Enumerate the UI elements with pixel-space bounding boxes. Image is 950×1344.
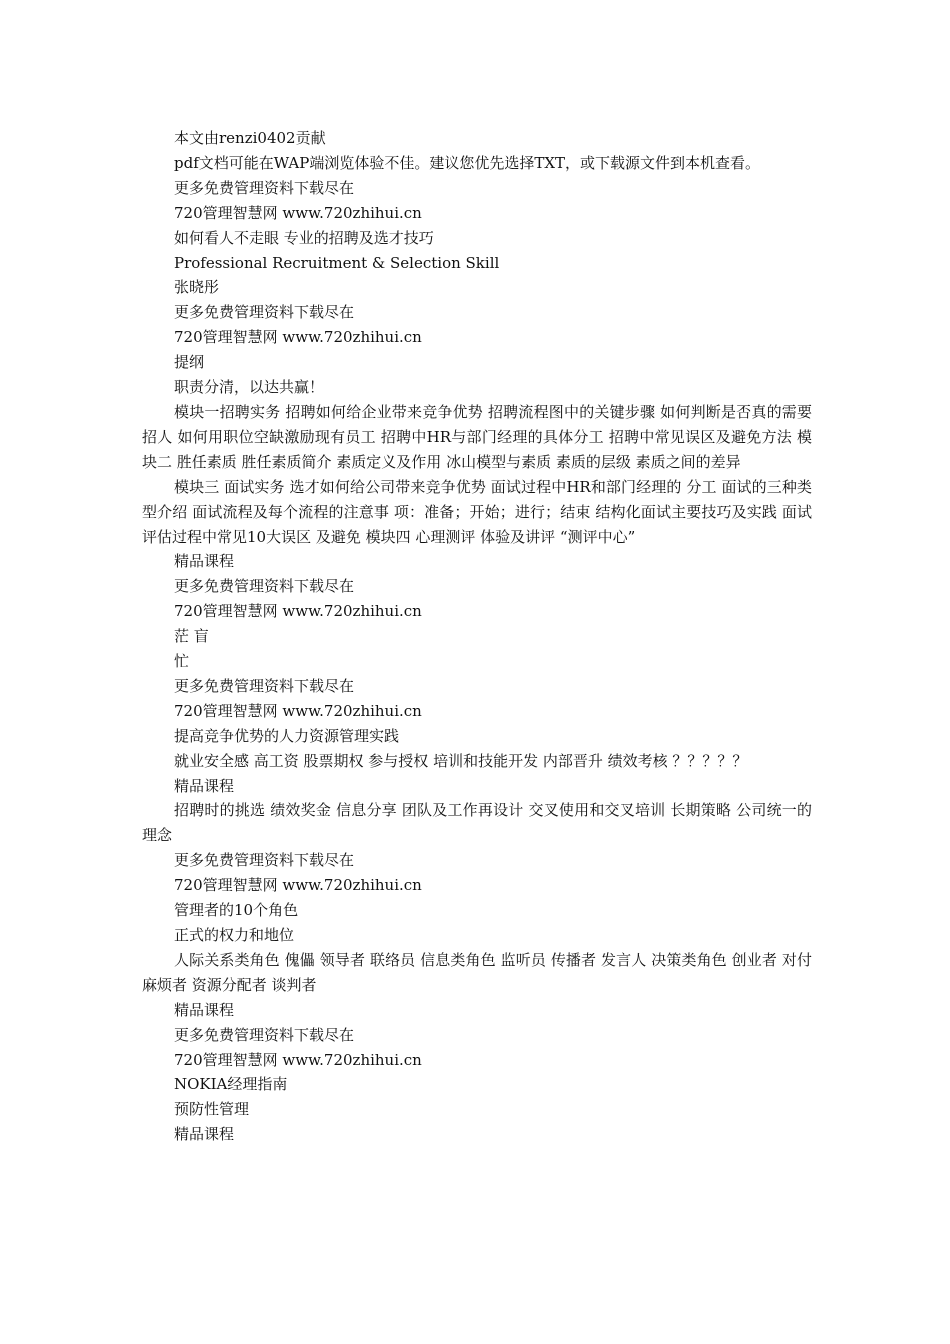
text-line: 更多免费管理资料下载尽在 xyxy=(174,577,355,596)
text-line: 管理者的10个角色 xyxy=(174,901,299,920)
text-line: NOKIA经理指南 xyxy=(174,1075,288,1094)
text-line: 精品课程 xyxy=(174,552,235,571)
text-paragraph: 模块一招聘实务 招聘如何给企业带来竞争优势 招聘流程图中的关键步骤 如何判断是否真的需要招人 如何用职位空缺激励现有员工 招聘中HR与部门经理的具体分工 招聘中常见误区及避免方法 模块二 胜任素质 胜任素质简介 素质定义及作用 冰山模型与素质 素质的层级 素质之间的差异 xyxy=(142,402,812,471)
text-line: 正式的权力和地位 xyxy=(174,926,295,944)
text-line: 更多免费管理资料下载尽在 xyxy=(174,851,355,870)
text-line: 张晓彤 xyxy=(174,278,220,297)
text-line: Professional Recruitment & Selection Skill xyxy=(174,253,500,272)
text-line: 本文由renzi0402贡献 xyxy=(174,129,326,147)
text-line: 如何看人不走眼 专业的招聘及选才技巧 xyxy=(174,228,434,247)
text-line: 忙 xyxy=(174,652,190,671)
text-paragraph: 招聘时的挑选 绩效奖金 信息分享 团队及工作再设计 交叉使用和交叉培训 长期策略 公司统一的理念 xyxy=(142,801,812,845)
text-paragraph: 模块三 面试实务 选才如何给公司带来竞争优势 面试过程中HR和部门经理的 分工 面试的三种类型介绍 面试流程及每个流程的注意事 项：准备；开始；进行；结束 结构化面试主要技巧及实践 面试评估过程中常见10大误区 及避免 模块四 心理测评 体验及讲评 “测评中心” xyxy=(142,477,812,546)
text-line: 720管理智慧网 www.720zhihui.cn xyxy=(174,701,422,720)
text-line: 720管理智慧网 www.720zhihui.cn xyxy=(174,1050,422,1069)
text-paragraph: 人际关系类角色 傀儡 领导者 联络员 信息类角色 监听员 传播者 发言人 决策类角色 创业者 对付麻烦者 资源分配者 谈判者 xyxy=(142,950,812,994)
text-line: 720管理智慧网 www.720zhihui.cn xyxy=(174,876,422,895)
text-line: 720管理智慧网 www.720zhihui.cn xyxy=(174,602,422,621)
text-line: 720管理智慧网 www.720zhihui.cn xyxy=(174,203,422,222)
text-line: 职责分清，以达共赢！ xyxy=(174,378,325,397)
text-line: pdf文档可能在WAP端浏览体验不佳。建议您优先选择TXT，或下载源文件到本机查看。 xyxy=(174,153,761,172)
text-paragraph: 就业安全感 高工资 股票期权 参与授权 培训和技能开发 内部晋升 绩效考核 ？？？？？ xyxy=(174,751,748,770)
text-line: 精品课程 xyxy=(174,776,235,795)
text-line: 精品课程 xyxy=(174,1000,235,1019)
document-page xyxy=(142,126,812,1147)
text-line: 精品课程 xyxy=(174,1125,235,1144)
text-line: 更多免费管理资料下载尽在 xyxy=(174,178,355,197)
text-line: 更多免费管理资料下载尽在 xyxy=(174,1025,355,1044)
text-line: 更多免费管理资料下载尽在 xyxy=(174,303,355,322)
text-line: 720管理智慧网 www.720zhihui.cn xyxy=(174,328,422,347)
text-line: 更多免费管理资料下载尽在 xyxy=(174,676,355,695)
text-line: 茫 盲 xyxy=(174,627,209,646)
text-line: 提纲 xyxy=(174,353,205,372)
text-line: 提高竞争优势的人力资源管理实践 xyxy=(174,726,400,745)
text-line: 预防性管理 xyxy=(174,1100,250,1119)
